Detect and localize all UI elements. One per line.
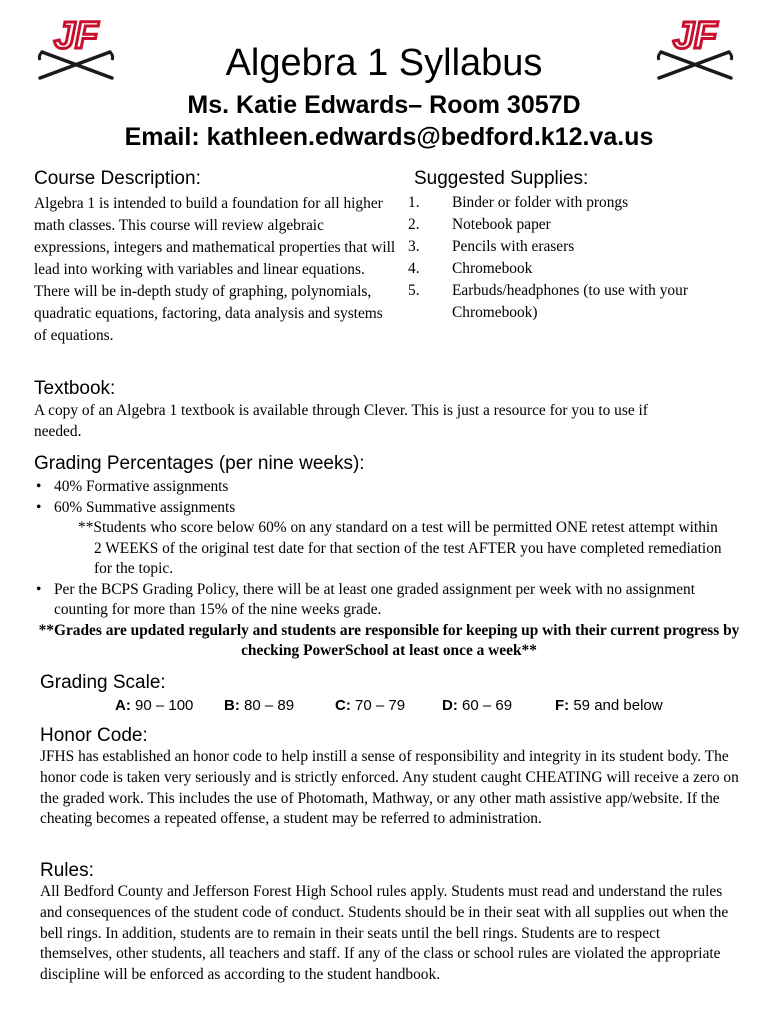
suggested-supplies-section <box>408 168 728 324</box>
suggested-supplies-heading: Suggested Supplies: <box>414 168 589 189</box>
supplies-list <box>408 192 728 324</box>
course-description-section <box>34 168 396 347</box>
textbook-heading: Textbook: <box>34 378 116 399</box>
grading-item-text: Per the BCPS Grading Policy, there will be at least one graded assignment per week with no assignment counting for more than 15% of the nine weeks grade. <box>54 580 696 618</box>
rules-text: All Bedford County and Jefferson Forest High School rules apply. Students must read and understand the rules and consequences of the student code of conduct. Students should be in their seat with all supplies out when the bell rings. In addition, students are to remain in their seats until the bell rings. Students are to respect themselves, other students, all teachers and staff. If any of the class or school rules are violated the appropriate discipline will be enforced as according to the student handbook. <box>40 883 729 984</box>
bullet: • <box>36 478 42 495</box>
grading-scale-heading: Grading Scale: <box>40 672 166 693</box>
grading-percentages-heading: Grading Percentages (per nine weeks): <box>34 453 365 474</box>
page-title: Algebra 1 Syllabus <box>225 42 543 84</box>
supply-text: Notebook paper <box>452 216 551 233</box>
textbook-text: A copy of an Algebra 1 textbook is available through Clever. This is just a resource for you to use if needed. <box>34 402 648 440</box>
supply-item <box>408 280 728 324</box>
grade-d: D: 60 – 69 <box>442 697 513 714</box>
supply-item <box>408 214 728 236</box>
supply-item <box>408 258 728 280</box>
grade-a: A: 90 – 100 <box>115 697 194 714</box>
grading-percentages-section <box>34 453 740 662</box>
course-description-text: Algebra 1 is intended to build a foundation for all higher math classes. This course will review algebraic expressions, integers and mathematical properties that will lead into working with variables and linear equations. There will be in-depth study of graphing, polynomials, quadratic equations, factoring, data analysis and systems of equations. <box>34 195 396 344</box>
supply-number: 3. <box>408 238 420 255</box>
supply-item <box>408 236 728 258</box>
supply-item <box>408 192 728 214</box>
supply-number: 2. <box>408 216 420 233</box>
grading-list <box>34 477 734 518</box>
grades-update-notice: **Grades are updated regularly and students are responsible for keeping up with their current progress by checking PowerSchool at least once a week** <box>38 621 740 659</box>
textbook-section <box>34 378 734 442</box>
honor-code-heading: Honor Code: <box>40 725 148 746</box>
grade-b: B: 80 – 89 <box>224 697 295 714</box>
bullet: • <box>36 580 42 598</box>
rules-section <box>40 860 730 986</box>
teacher-email: Email: kathleen.edwards@bedford.k12.va.us <box>124 123 654 151</box>
bullet: • <box>36 498 42 516</box>
rules-heading: Rules: <box>40 860 94 881</box>
grading-scale-section <box>40 672 740 718</box>
grading-item <box>34 580 734 621</box>
grading-item <box>34 498 734 519</box>
honor-code-section <box>40 725 745 830</box>
supply-number: 1. <box>408 194 420 211</box>
supply-number: 5. <box>408 282 420 299</box>
grading-item-text: 40% Formative assignments <box>54 478 229 495</box>
grading-scale-row <box>40 696 740 718</box>
course-description-heading: Course Description: <box>34 168 201 189</box>
grading-item-text: 60% Summative assignments <box>54 498 236 516</box>
supply-text: Pencils with erasers <box>452 238 575 255</box>
supply-text: Earbuds/headphones (to use with your Chromebook) <box>452 282 688 321</box>
logo-text-left: JF <box>53 15 99 57</box>
supply-text: Chromebook <box>452 260 533 277</box>
grading-item <box>34 477 734 498</box>
logo-text-right: JF <box>672 15 718 57</box>
grade-f: F: 59 and below <box>555 697 663 714</box>
grading-list-2 <box>34 580 734 621</box>
retest-note: **Students who score below 60% on any standard on a test will be permitted ONE retest attempt within 2 WEEKS of the original test date for that section of the test AFTER you have completed remediation for the topic. <box>78 519 722 577</box>
supply-number: 4. <box>408 260 420 277</box>
teacher-name: Ms. Katie Edwards– Room 3057D <box>187 91 581 119</box>
honor-code-text: JFHS has established an honor code to help instill a sense of responsibility and integrity in its student body. The honor code is taken very seriously and is strictly enforced. Any student caught CHEATING will receive a zero on the graded work. This includes the use of Photomath, Mathway, or any other math assistive app/website. If the cheating becomes a repeated offense, a student may be referred to administration. <box>40 748 739 828</box>
grade-c: C: 70 – 79 <box>335 697 406 714</box>
supply-text: Binder or folder with prongs <box>452 194 629 211</box>
